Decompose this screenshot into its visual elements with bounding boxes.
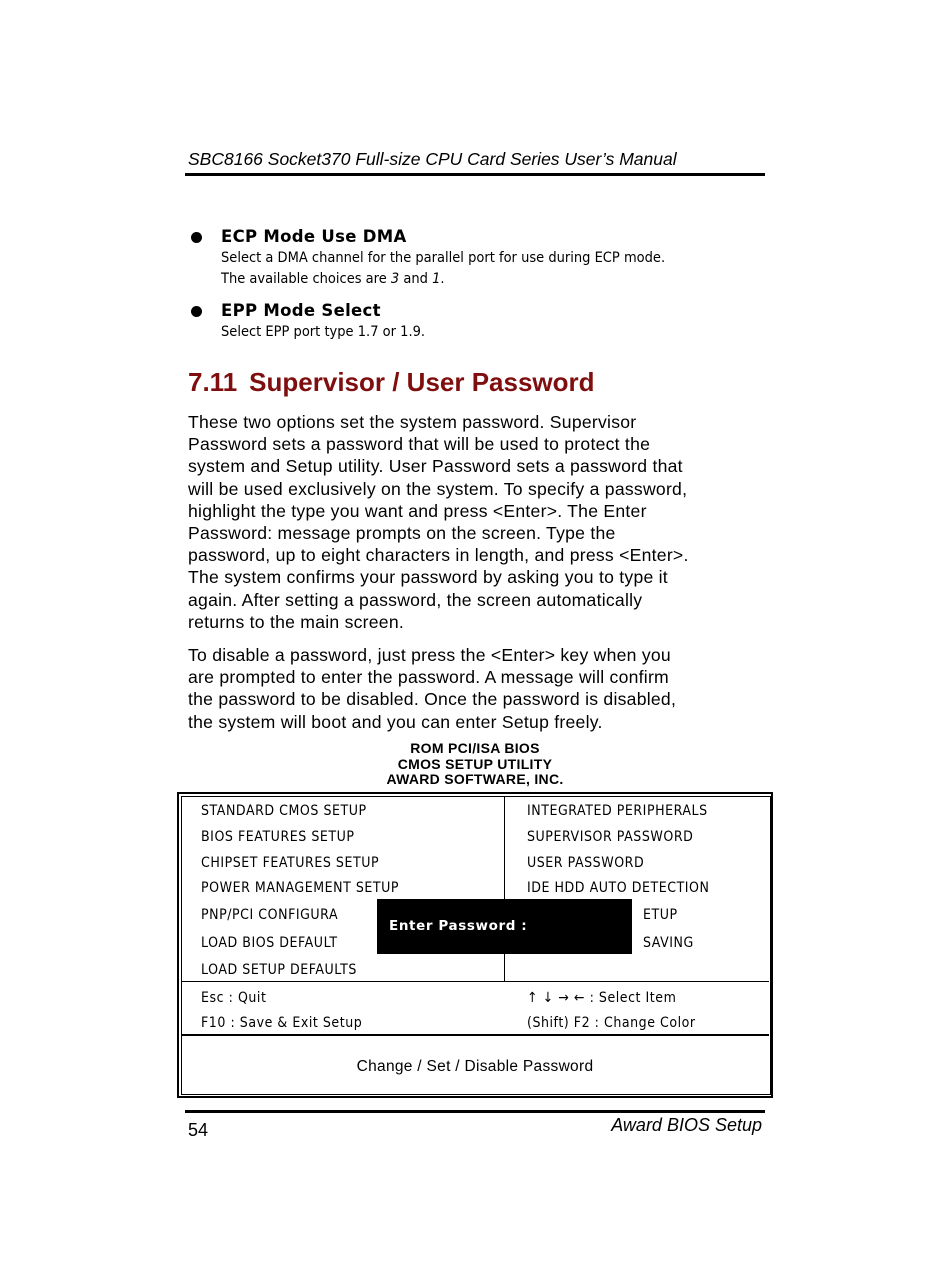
- bios-menu-user-password[interactable]: USER PASSWORD: [527, 855, 645, 871]
- bios-status-divider: [181, 1034, 769, 1036]
- bios-menu-pnp-pci-configuration[interactable]: PNP/PCI CONFIGURA: [201, 907, 339, 923]
- paragraph-line: Password: message prompts on the screen. Type the: [188, 523, 616, 544]
- section-title: [188, 367, 595, 398]
- paragraph-line: To disable a password, just press the <Enter> key when you: [188, 645, 671, 665]
- bios-header-line: ROM PCI/ISA BIOS: [410, 740, 540, 756]
- section-number: 7.11: [188, 367, 238, 397]
- paragraph-line: These two options set the system password. Supervisor: [188, 412, 637, 432]
- bullet-dot: [191, 232, 202, 243]
- bullet-text-line: Select EPP port type 1.7 or 1.9.: [221, 324, 426, 340]
- paragraph-line: the system will boot and you can enter Setup freely.: [188, 711, 603, 732]
- bios-menu-bios-features-setup[interactable]: BIOS FEATURES SETUP: [201, 829, 355, 845]
- paragraph-line: system and Setup utility. User Password sets a password that: [188, 456, 683, 477]
- bios-menu-load-setup-defaults[interactable]: LOAD SETUP DEFAULTS: [201, 962, 357, 978]
- paragraph-line: are prompted to enter the password. A message will confirm: [188, 667, 669, 688]
- help-esc-quit: Esc : Quit: [201, 990, 267, 1006]
- paragraph-line: password, up to eight characters in length, and press <Enter>.: [188, 545, 689, 566]
- bios-menu-standard-cmos-setup[interactable]: STANDARD CMOS SETUP: [201, 803, 367, 819]
- bios-menu-ide-hdd-auto-detection[interactable]: IDE HDD AUTO DETECTION: [527, 880, 710, 896]
- bios-menu-power-management-setup[interactable]: POWER MANAGEMENT SETUP: [201, 880, 400, 896]
- running-header: SBC8166 Socket370 Full-size CPU Card Series User’s Manual: [188, 149, 677, 169]
- paragraph-line: highlight the type you want and press <Enter>. The Enter: [188, 500, 647, 521]
- bios-menu-supervisor-password[interactable]: SUPERVISOR PASSWORD: [527, 829, 694, 845]
- bullet-text-line: Select a DMA channel for the parallel port for use during ECP mode.: [221, 250, 666, 266]
- bios-header-line: CMOS SETUP UTILITY: [397, 755, 553, 772]
- enter-password-label: Enter Password :: [389, 918, 528, 934]
- paragraph-line: again. After setting a password, the screen automatically: [188, 589, 643, 610]
- header-rule: [185, 173, 765, 176]
- bios-menu-save-exit-setup[interactable]: ETUP: [643, 907, 678, 923]
- paragraph-line: the password to be disabled. Once the password is disabled,: [188, 689, 677, 710]
- paragraph-line: will be used exclusively on the system. To specify a password,: [188, 478, 688, 499]
- bios-menu-load-bios-defaults[interactable]: LOAD BIOS DEFAULT: [201, 935, 338, 951]
- bullet-heading-epp-mode: EPP Mode Select: [221, 301, 381, 320]
- bullet-heading-ecp-dma: ECP Mode Use DMA: [221, 227, 407, 246]
- section-title-text: Supervisor / User Password: [249, 367, 595, 397]
- page-number: 54: [188, 1120, 209, 1140]
- bios-menu-exit-without-saving[interactable]: SAVING: [643, 935, 694, 951]
- help-change-color: (Shift) F2 : Change Color: [527, 1015, 696, 1031]
- bullet-dot: [191, 306, 202, 317]
- bios-status-line: Change / Set / Disable Password: [356, 1058, 594, 1075]
- bios-header: [300, 741, 650, 788]
- help-f10-save-exit: F10 : Save & Exit Setup: [201, 1015, 363, 1031]
- paragraph-line: The system confirms your password by asking you to type it: [188, 567, 668, 588]
- paragraph-disable-password: [188, 644, 778, 733]
- bios-menu-chipset-features-setup[interactable]: CHIPSET FEATURES SETUP: [201, 855, 380, 871]
- paragraph-password-intro: [188, 411, 778, 633]
- bios-menu-integrated-peripherals[interactable]: INTEGRATED PERIPHERALS: [527, 803, 708, 819]
- bios-help-divider: [181, 981, 769, 982]
- bullet-text-line: The available choices are 3 and 1.: [221, 271, 445, 287]
- help-select-item: ↑ ↓ → ← : Select Item: [527, 990, 677, 1006]
- bios-header-line: AWARD SOFTWARE, INC.: [386, 771, 564, 787]
- paragraph-line: Password sets a password that will be used to protect the: [188, 434, 651, 455]
- footer-rule: [185, 1110, 765, 1113]
- paragraph-line: returns to the main screen.: [188, 611, 405, 632]
- footer-title: Award BIOS Setup: [611, 1115, 762, 1135]
